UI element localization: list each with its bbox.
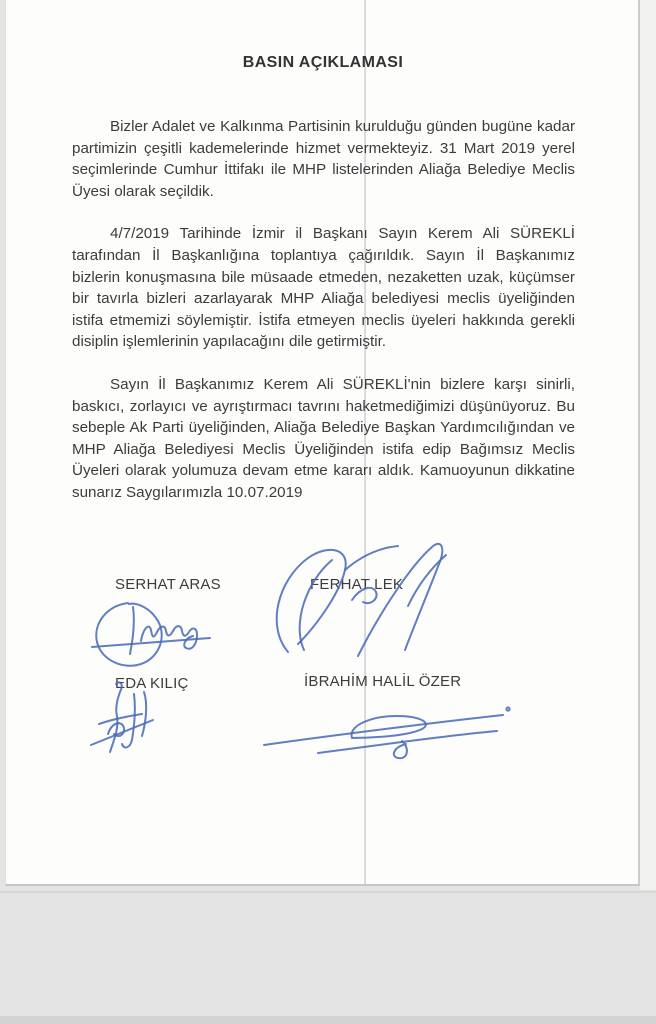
paragraph-1: Bizler Adalet ve Kalkınma Partisinin kurulduğu günden bugüne kadar partimizin çeşitli kademelerinde hizmet vermekteyiz. 31 Mart 2019 yerel seçimlerinde Cumhur İttifakı ile MHP listelerinden Aliağa Belediye Meclis Üyesi olarak seçildik.	[72, 118, 575, 200]
signatory-name-eda-kilic: EDA KILIÇ	[115, 675, 189, 692]
document-body	[72, 116, 575, 525]
document-title: BASIN AÇIKLAMASI	[242, 54, 404, 71]
signatory-name-serhat-aras: SERHAT ARAS	[115, 576, 221, 593]
signatory-name-ibrahim-halil-ozer: İBRAHİM HALİL ÖZER	[304, 673, 462, 690]
signatory-name-ferhat-lek: FERHAT LEK	[310, 576, 404, 593]
paper-bottom-edge	[0, 891, 656, 893]
paragraph-2: 4/7/2019 Tarihinde İzmir il Başkanı Sayın Kerem Ali SÜREKLİ tarafından İl Başkanlığına toplantıya çağırıldık. Sayın İl Başkanımız bizlerin konuşmasına bile müsaade etmeden, nezaketten uzak, küçümser bir tavırla bizleri azarlayarak MHP Aliağa belediyesi meclis üyeliğinden istifa etmemizi söylemiştir. İstifa etmeyen meclis üyeleri hakkında gerekli disiplin işlemlerinin yapılacağını dile getirmiştir.	[72, 225, 575, 351]
paragraph-3: Sayın İl Başkanımız Kerem Ali SÜREKLİ'nin bizlere karşı sinirli, baskıcı, zorlayıcı ve ayrıştırmacı tavrını haketmediğimizi düşünüyoruz. Bu sebeple Ak Parti üyeliğinden, Aliağa Belediye Başkan Yardımcılığından ve MHP Aliağa Belediyesi Meclis Üyeliğinden istifa edip Bağımsız Meclis Üyeleri olarak yolumuza devam etme kararı aldık. Kamuoyunun dikkatine sunarız Saygılarımızla 10.07.2019	[72, 375, 575, 501]
scan-background-right	[640, 0, 656, 890]
scan-background-bottom-edge	[0, 1016, 656, 1024]
